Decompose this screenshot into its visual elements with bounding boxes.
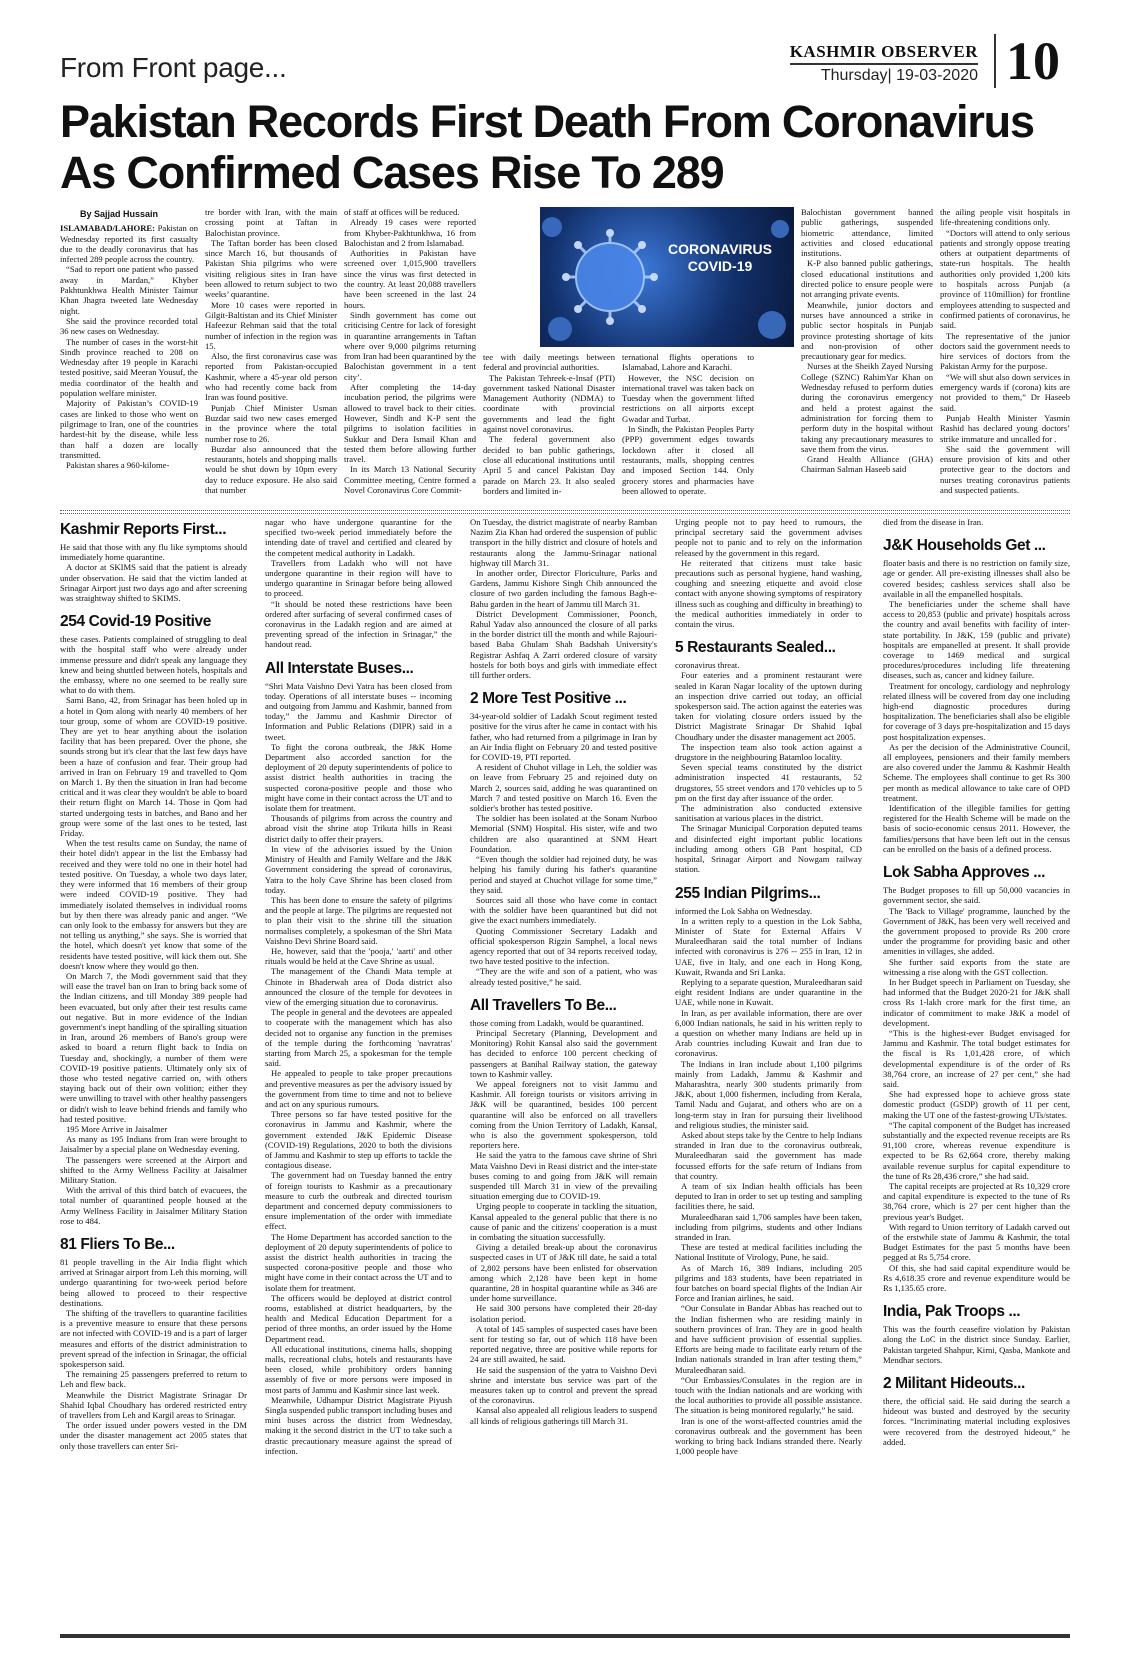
top-story-column-3 [344, 207, 476, 507]
story-paragraph: On Tuesday, the district magistrate of nearby Ramban Nazim Zia Khan had ordered the suspension of public transport in the hilly district and closure of hotels and restaurants along the Jammu-Srinagar national highway till March 31. [470, 517, 657, 568]
story-paragraph: He said that those with any flu like symptoms should immediately home quarantine. [60, 542, 247, 563]
story-paragraph: Majority of Pakistan’s COVID-19 cases are linked to those who went on pilgrimage to Iran, one of the countries hardest-hit by the disease, while less than half a dozen are locally transmitted. [60, 398, 198, 460]
jump-column-1 [60, 517, 247, 1629]
story-paragraph: 81 people travelling in the Air India flight which arrived at Srinagar airport from Leh this morning, will undergo quarantining for two-week period before being allowed to proceed to their respective destinations. [60, 1257, 247, 1308]
story-paragraph: 195 More Arrive in Jaisalmer [66, 1123, 168, 1134]
story-paragraph: A team of six Indian health officials has been deputed to Iran in order to set up testing and sampling facilities there, he said. [675, 1180, 862, 1212]
story-paragraph: Thousands of pilgrims from across the country and abroad visit the shrine atop Trikuta hills in Reasi district daily to offer their prayers. [265, 813, 452, 844]
story-paragraph: K-P also banned public gatherings, closed educational institutions and directed police to ensure people were not arranging private events. [801, 258, 933, 300]
story-paragraph: Grand Health Alliance (GHA) Chairman Salman Haseeb said [801, 454, 933, 475]
story-paragraph: He, however, said that the 'pooja,' 'aarti' and other rituals would be held at the Cave Shrine as usual. [265, 945, 452, 967]
story-kicker: All Travellers To Be... [470, 996, 617, 1014]
story-paragraph: “They are the wife and son of a patient, who was already tested positive,” he said. [470, 966, 657, 987]
top-story-column-2 [205, 207, 337, 507]
story-paragraph: District Development Commissioner, Poonch, Rahul Yadav also announced the closure of all parks in the border district till the month and while Rajouri-based Baba Ghulam Shah Badshah University's Registrar Ashfaq A Zarri ordered closure of varsity hostels for both boys and girls with immediate effect till further orders. [470, 608, 657, 681]
story-paragraph: This was the fourth ceasefire violation by Pakistan along the LoC in the district since Sunday. Earlier, Pakistan targeted Shahpur, Kirni, Qasba, Mankote and Mendhar sectors. [883, 1324, 1070, 1365]
story-paragraph: Giving a detailed break-up about the coronavirus suspected cases in UT of J&K till date, he said a total of 2,802 persons have been enlisted for observation among which 2,128 have been kept in home quarantine, 28 in hospital quarantine while as 346 are under home surveillance. [470, 1242, 657, 1304]
story-kicker: 2 Militant Hideouts... [883, 1375, 1025, 1393]
story-paragraph: As many as 195 Indians from Iran were brought to Jaisalmer by a special plane on Wednesday evening. [60, 1134, 247, 1155]
story-paragraph: Seven special teams constituted by the district administration inspected 41 restaurants, 52 drugstores, 55 street vendors and 170 vehicles up to 5 pm on the first day after issuance of the order. [675, 762, 862, 803]
story-paragraph: In its March 13 National Security Committee meeting, Centre formed a Novel Coronavirus Core Commit- [344, 464, 476, 496]
story-paragraph: those coming from Ladakh, would be quarantined. [470, 1017, 644, 1028]
story-paragraph: Pakistan shares a 960-kilome- [66, 460, 170, 471]
jump-stories [60, 517, 1070, 1629]
main-headline: Pakistan Records First Death From Coronavirus As Confirmed Cases Rise To 289 [60, 96, 1034, 198]
story-paragraph: The shifting of the travellers to quarantine facilities is a preventive measure to ensure that these persons are not infected with COVID-19 and is a part of larger measures and efforts of the district administration to prevent spread of the infection in Srinagar, the official spokesperson said. [60, 1308, 247, 1370]
story-paragraph: “Our Consulate in Bandar Abbas has reached out to the Indian fishermen who are residing mainly in southern provinces of Iran. They are in good health and have sufficient provision of essential supplies. Efforts are being made to facilitate early return of the Indian nationals stranded in Iran after testing them,” Muraleedharan said. [675, 1303, 862, 1375]
story-paragraph: ternational flights operations to Islamabad, Lahore and Karachi. [622, 352, 754, 373]
story-paragraph: The 'Back to Village' programme, launched by the Government of J&K, has been very well received and the government proposed to provide Rs 200 crore under the programme for providing basic and other amenities in villages, she added. [883, 905, 1070, 957]
story-paragraph: After completing the 14-day incubation period, the pilgrims were allowed to travel back to their cities. However, Sindh and K-P sent the pilgrims to isolation facilities in Sukkur and Dera Ismail Khan and tested them before allowing further travel. [344, 382, 476, 465]
story-kicker: Kashmir Reports First... [60, 521, 227, 538]
story-paragraph: When the test results came on Sunday, the name of their hotel didn't appear in the list the Embassy had received and they were told no one in their hotel had tested positive. On Tuesday, a whole two days later, they were informed that 16 members of their group were indeed COVID-19 positive. They had immediately isolated themselves in individual rooms but by then there was already panic and anger. “We can only look to the embassy for answers but they are not telling us anything,” she says. She is worried that the hotel, which doesn't yet know that some of the residents have tested positive, will kick them out. She doesn't know where they would go then. [60, 838, 247, 971]
story-paragraph: He said the suspension of the yatra to Vaishno Devi shrine and interstate bus service was part of the measures taken up to control and prevent the spread of the coronavirus. [470, 1364, 657, 1406]
story-paragraph: tre border with Iran, with the main crossing point at Taftan in Balochistan province. [205, 207, 337, 238]
story-paragraph: In Sindh, the Pakistan Peoples Party (PPP) government edges towards lockdown after it closed all restaurants, malls, shopping centres and imposed Section 144. Only grocery stores and pharmacies have been allowed to operate. [622, 424, 754, 496]
top-story-column-1 [60, 207, 198, 507]
story-paragraph: She had expressed hope to achieve gross state domestic product (GSDP) growth of 11 per cent, making the UT one of the fastest-growing UTs/states. [883, 1089, 1070, 1120]
story-paragraph: The remaining 25 passengers preferred to return to Leh and flew back. [60, 1369, 247, 1390]
story-paragraph: Authorities in Pakistan have screened over 1,015,900 travellers since the virus was first detected in the country. At least 20,088 travellers have been screened in the last 24 hours. [344, 248, 476, 310]
story-paragraph: Quoting Commissioner Secretary Ladakh and official spokesperson Rigzin Samphel, a local news agency reported that out of 34 reports received today, two have tested positive to the infection. [470, 925, 657, 967]
story-paragraph: Three persons so far have tested positive for the coronavirus in Jammu and Kashmir, where the government extended J&K Epidemic Disease (COVID-19) Regulations, 2020 to both the divisions of Jammu and Kashmir to step up efforts to tackle the contagious disease. [265, 1109, 452, 1171]
story-paragraph: Urging people not to pay heed to rumours, the principal secretary said the government advises people not to panic and to rely on the information released by the government in this regard. [675, 517, 862, 558]
top-story-column-6 [801, 207, 933, 507]
story-paragraph: “The capital component of the Budget has increased substantially and the expected revenue receipts are Rs 91,100 crore, whereas revenue expenditure is expected to be Rs 62,664 crore, thereby making available revenue surplus for capital expenditure to the tune of Rs 28,436 crore,” she had said. [883, 1119, 1070, 1181]
top-story-column-5 [622, 352, 754, 507]
story-paragraph: Iran is one of the worst-affected countries amid the coronavirus outbreak and the government has been working to bring back Indians stranded there. Nearly 1,000 people have [675, 1415, 862, 1457]
story-paragraph: In another order, Director Floriculture, Parks and Gardens, Jammu Kishore Singh Chib announced the closure of two garden including the famous Bagh-e-Bahu garden in the heart of Jammu till March 31. [470, 568, 657, 609]
story-paragraph: Nurses at the Sheikh Zayed Nursing College (SZNC) RahimYar Khan on Wednesday refused to perform duties during the coronavirus emergency and held a protest against the administration for forcing them to perform duty in the hospital without taking any precautionary measures to save them from the virus. [801, 361, 933, 454]
story-paragraph: Balochistan government banned public gatherings, suspended biometric attendance, limited activities and closed educational institutions. [801, 207, 933, 259]
section-label: From Front page... [60, 52, 287, 83]
story-paragraph: The Home Department has accorded sanction to the deployment of 20 deputy superintendents of police to assist the district health authorities in tracing the suspected corona-positive people and those who might have come in their contact across the UT and to isolate them for treatment. [265, 1231, 452, 1293]
story-paragraph: Muraleedharan said 1,706 samples have been taken, including from pilgrims, students and other Indians stranded in Iran. [675, 1211, 862, 1242]
story-kicker: All Interstate Buses... [265, 659, 414, 677]
story-paragraph: The representative of the junior doctors said the government needs to hire services of doctors from the Pakistan Army for the purpose. [940, 330, 1070, 372]
coronavirus-illustration [540, 207, 794, 347]
story-paragraph: Kansal also appealed all religious leaders to suspend all kinds of religious gatherings till March 31. [470, 1405, 657, 1426]
jump-column-2 [265, 517, 452, 1629]
story-paragraph: the ailing people visit hospitals in life-threatening conditions only. [940, 207, 1070, 228]
masthead [790, 42, 978, 85]
story-paragraph: More 10 cases were reported in Gilgit-Baltistan and its Chief Minister Hafeezur Rehman said that the total number of infection in the region was 15. [205, 299, 337, 351]
story-kicker: 255 Indian Pilgrims... [675, 884, 821, 902]
newspaper-name: KASHMIR OBSERVER [790, 42, 978, 65]
story-paragraph: With regard to Union territory of Ladakh carved out of the erstwhile state of Jammu & Kashmir, the total Budget Estimates for the past 5 months have been pegged at Rs 5,754 crore. [883, 1221, 1070, 1263]
story-paragraph: The government had on Tuesday banned the entry of foreign tourists to Kashmir as a precautionary measure to curb the outbreak and directed tourism department and concerned deputy commissioners to ensure implementation of the order with immediate effect. [265, 1170, 452, 1232]
story-paragraph: ISLAMABAD/LAHORE: Pakistan on Wednesday reported its first casualty due to the deadly coronavirus that has infected 289 people across the country. [60, 223, 198, 265]
byline: By Sajjad Hussain [80, 209, 159, 219]
story-paragraph: He said the yatra to the famous cave shrine of Shri Mata Vaishno Devi in Reasi district and the inter-state buses coming to and going from J&K will remain suspended till March 31 in view of the prevailing situation emerging due to COVID-19. [470, 1150, 657, 1202]
story-paragraph: In view of the advisories issued by the Union Ministry of Health and Family Welfare and the J&K Government considering the spread of coronavirus, Yatra to the holy Cave Shrine has been closed from today. [265, 843, 452, 895]
jump-column-5 [883, 517, 1070, 1629]
top-story-column-4 [483, 352, 615, 507]
story-paragraph: All educational institutions, cinema halls, shopping malls, recreational clubs, hotels and restaurants have been closed, while prohibitory orders banning assembly of five or more persons were imposed in most parts of Jammu and Kashmir since last week. [265, 1343, 452, 1395]
jump-column-4 [675, 517, 862, 1629]
page-header [60, 31, 1060, 92]
story-kicker: 254 Covid-19 Positive [60, 613, 211, 631]
story-paragraph: As per the decision of the Administrative Council, all employees, pensioners and their family members are also covered under the Jammu & Kashmir Health Scheme. The employees shall continue to get Rs 300 per month as medical allowance to take care of OPD treatment. [883, 741, 1070, 803]
story-paragraph: “Shri Mata Vaishno Devi Yatra has been closed from today. Operations of all interstate buses -- incoming and outgoing from Jammu and Kashmir, banned from today,” the Jammu and Kashmir Director of Information and Public Relations (DIPR) said in a tweet. [265, 680, 452, 742]
story-paragraph: Replying to a separate question, Muraleedharan said eight resident Indians are under quarantine in the UAE, while none in Kuwait. [675, 976, 862, 1008]
story-paragraph: Meanwhile the District Magistrate Srinagar Dr Shahid Iqbal Choudhary has ordered restricted entry of travellers from Leh and Kargil areas to Srinagar. [60, 1389, 247, 1421]
story-paragraph: tee with daily meetings between federal and provincial authorities. [483, 352, 615, 373]
story-paragraph: Sami Bano, 42, from Srinagar has been holed up in a hotel in Qom along with nearly 40 members of her tour group, some of whom are COVID-19 positive. They are yet to hear anything about the isolation facility that has been prepared. Over the phone, she sounds strong but it's clear that the last few days have been a haze of confusion and fear. Their group had arrived in Iran on February 19 and travelled to Qom on March 1. By then the situation in Iran had become critical and it was clear they wouldn't be able to board their return flight on March 14. Those in Qom had started undergoing tests in batches, and Bano and her group were some of the last ones to be tested, last Friday. [60, 695, 247, 839]
story-paragraph: Asked about steps take by the Centre to help Indians stranded in Iran due to the coronavirus outbreak, Muraleedharan said the government has made focussed efforts for the safe return of Indians from that country. [675, 1129, 862, 1181]
story-paragraph: these cases. Patients complained of struggling to deal with the hospital staff who were already under immense pressure and didn't speak any language they knew and being shuttled between hotels, hospitals and the embassy, where no one seemed to be really sure what to do with them. [60, 634, 247, 696]
story-paragraph: The order issued under powers vested in the DM under the disaster management act 2005 states that only those travellers can enter Sri- [60, 1420, 247, 1451]
story-paragraph: The Srinagar Municipal Corporation deputed teams and disinfected eight important public locations including among others GB Pant hospital, CD hospital, Srinagar Airport and Nowgam railway station. [675, 823, 862, 875]
dateline: ISLAMABAD/LAHORE: [60, 223, 156, 234]
story-paragraph: “Even though the soldier had rejoined duty, he was helping his family during his father's quarantine period and stayed at Chuchot village for some time,” they said. [470, 854, 657, 895]
story-paragraph: The people in general and the devotees are appealed to cooperate with the management which has also decided not to organise any function in the premises of the temple during the forthcoming 'navratras' starting from March 25, a spokesman for the temple said. [265, 1007, 452, 1069]
story-paragraph: of staff at offices will be reduced. [344, 207, 460, 217]
story-paragraph: Meanwhile, junior doctors and nurses have announced a strike in public sector hospitals in Punjab province protesting shortage of kits and non-provision of other precautionary gear for medics. [801, 299, 933, 362]
story-kicker: J&K Households Get ... [883, 537, 1046, 555]
story-paragraph: Of this, she had said capital expenditure would be Rs 4,618.35 crore and revenue expenditure would be Rs 1,135.65 crore. [883, 1262, 1070, 1294]
story-paragraph: The number of cases in the worst-hit Sindh province reached to 208 on Wednesday after 19 people in Karachi tested positive, said Meeran Yousuf, the media coordinator of the health and population welfare minister. [60, 336, 198, 399]
story-paragraph: floater basis and there is no restriction on family size, age or gender. All pre-existing illnesses shall also be covered besides; cashless services shall also be available in all the empanelled hospitals. [883, 558, 1070, 599]
story-paragraph: The inspection team also took action against a drugstore in the neighbouring Batamloo locality. [675, 741, 862, 763]
story-paragraph: On March 7, the Modi government said that they will ease the travel ban on Iran to bring back some of the Indian citizens, and till Monday 389 people had been evacuated, but only after their test results came out negative. But in more evidence of the Indian government's inept handling of the spiralling situation in Iran, around 26 members of Bano's group were asked to board a return flight back to India on Tuesday and, shockingly, a number of them were COVID-19 positive patients. Ultimately only six of those who tested negative carried on, with others staying back out of their own volition; either they were unwilling to travel with other healthy passengers or didn't wish to leave behind friends and family who had tested positive. [60, 970, 247, 1124]
story-paragraph: died from the disease in Iran. [883, 517, 984, 527]
story-kicker: 5 Restaurants Sealed... [675, 639, 836, 657]
story-paragraph: A doctor at SKIMS said that the patient is already under observation. He said that the victim landed at Srinagar Airport just two days ago and after screening was straightway shifted to SKIMS. [60, 562, 247, 604]
story-paragraph: Also, the first coronavirus case was reported from Pakistan-occupied Kashmir, where a 45-year old person who had recently come back from Iran was found positive. [205, 351, 337, 403]
story-paragraph: This has been done to ensure the safety of pilgrims and the people at large. The pilgrims are requested not to plan their visit to the shrine till the situation normalises completely, a spokesman of the Shri Mata Vaishno Devi Shrine Board said. [265, 894, 452, 946]
story-paragraph: A total of 145 samples of suspected cases have been sent for testing so far, out of which 118 have been reported negative, three are positive while reports for 24 are still awaited, he said. [470, 1323, 657, 1365]
story-paragraph: The capital receipts are projected at Rs 10,329 crore and capital expenditure is expected to the tune of Rs 38,764 crore, which is 27 per cent higher than the previous year's Budget. [883, 1180, 1070, 1222]
story-paragraph: She said the government will ensure provision of kits and other protective gear to the doctors and nurses treating coronavirus patients and suspected patients. [940, 443, 1070, 496]
story-paragraph: The beneficiaries under the scheme shall have access to 20,853 (public and private) hospitals across the country and avail benefits with facility of inter-state portability. In J&K, 159 (public and private) hospitals are empanelled at present. It shall provide coverage to 1469 medical and surgical procedures/procedures including life threatening diseases, such as, cancer and kidney failure. [883, 599, 1070, 681]
story-paragraph: In Iran, as per available information, there are over 6,000 Indian nationals, he said in his written reply to a question on whether many Indians are held up in Arab countries including Kuwait and Iran due to coronavirus. [675, 1007, 862, 1059]
story-paragraph: The administration also conducted extensive sanitisation at various places in the district. [675, 803, 862, 824]
story-paragraph: These are tested at medical facilities including the National Institute of Virology, Pune, he said. [675, 1242, 862, 1263]
story-paragraph: “It should be noted these restrictions have been ordered after surfacing of several confirmed cases of coronavirus in the Ladakh region and are aimed at preventing spread of the infection in Srinagar,” the handout read. [265, 598, 452, 650]
story-paragraph: “Our Embassies/Consulates in the region are in touch with the Indian nationals and are working with the local authorities to provide all possible assistance. The situation is being monitored regularly,” he said. [675, 1374, 862, 1416]
story-paragraph: Already 19 cases were reported from Khyber-Pakhtunkhwa, 16 from Balochistan and 2 from Islamabad. [344, 217, 476, 248]
story-paragraph: The management of the Chandi Mata temple at Chinote in Bhaderwah area of Doda district also announced the closure of the temple for devotees in view of the emerging situation due to coronavirus. [265, 966, 452, 1007]
story-paragraph: He said 300 persons have completed their 28-day isolation period. [470, 1303, 657, 1324]
story-paragraph: We appeal foreigners not to visit Jammu and Kashmir. All foreign tourists or visitors arriving in J&K will be quarantined, besides 100 percent quarantine will also be enforced on all travellers coming from the Union Territory of Ladakh, Kansal, who is also the government spokesperson, told reporters here. [470, 1078, 657, 1151]
story-paragraph: The Indians in Iran include about 1,100 pilgrims mainly from Ladakh, Jammu & Kashmir and Maharashtra, nearly 300 students primarily from J&K, about 1,000 fishermen, including from Kerala, Tamil Nadu and Gujarat, and others who are on a long-term stay in Iran for pursuing their livelihood and religious studies, the minister said. [675, 1058, 862, 1130]
story-paragraph: informed the Lok Sabha on Wednesday. [675, 905, 813, 916]
story-paragraph: He reiterated that citizens must take basic precautions such as personal hygiene, hand washing, coughing and sneezing etiquette and avoid close contact with anyone showing symptoms of respiratory illness such as coughing and difficulty in breathing) to the medical authorities immediately in order to contain the virus. [675, 557, 862, 630]
story-paragraph: nagar who have undergone quarantine for the specified two-week period immediately before the intending date of travel and certified and cleared by the competent medical authority in Ladakh. [265, 517, 452, 558]
story-paragraph: Travellers from Ladakh who will not have undergone quarantine in their region will have to undergo quarantine in Srinagar before being allowed to proceed. [265, 557, 452, 599]
story-kicker: 2 More Test Positive ... [470, 690, 627, 708]
story-paragraph: Sources said all those who have come in contact with the soldier have been quarantined but did not give the exact numbers immediately. [470, 894, 657, 926]
story-paragraph: Identification of the illegible families for getting registered for the Health Scheme will be made on the basis of socio-economic census 2011. However, the families/persons that have been left out in the census can be enrolled on the basis of a defined process. [883, 803, 1070, 854]
jump-column-3 [470, 517, 657, 1629]
virus-particles-graphic [540, 207, 794, 347]
story-paragraph: Punjab Health Minister Yasmin Rashid has declared young doctors’ strike immature and uncalled for . [940, 412, 1070, 444]
page-number: 10 [994, 34, 1060, 88]
story-paragraph: “Sad to report one patient who passed away in Mardan,” Khyber Pakhtunkhwa Health Minister Taimur Khan Jhagra tweeted late Wednesday night. [60, 264, 198, 316]
story-paragraph: The passengers were screened at the Airport and shifted to the Army Wellness Facility at Jaisalmer Military Station. [60, 1154, 247, 1185]
top-story-column-7 [940, 207, 1070, 507]
story-paragraph: He appealed to people to take proper precautions and preventive measures as per the advisory issued by the government from time to time and not to believe and act on any spurious rumours. [265, 1068, 452, 1109]
story-paragraph: coronavirus threat. [675, 660, 740, 671]
story-paragraph: “Doctors will attend to only serious patients and strongly oppose treating others at outpatient departments of state-run hospitals. The health authorities only provided 1,200 kits to hospitals across Punjab (a province of 110million) for frontline employees attending to suspected and confirmed patients of coronavirus, he said. [940, 227, 1070, 331]
story-paragraph: To fight the corona outbreak, the J&K Home Department also accorded sanction for the deployment of 20 deputy superintendents of police to assist district health authorities in tracing the suspected corona-positive people and those who might have come in their contact across the UT and to isolate them for treatment. [265, 741, 452, 814]
story-paragraph: She further said exports from the state are witnessing a rise along with the GST collection. [883, 956, 1070, 977]
story-paragraph: In her Budget speech in Parliament on Tuesday, she had informed that the Budget 2020-21 for J&K shall cross Rs 1-lakh crore mark for the first time, an indicator of commitment to make J&K a model of development. [883, 976, 1070, 1028]
story-paragraph: Sindh government has come out criticising Centre for lack of foresight in quarantine arrangements in Taftan where over 9,000 pilgrims returning from Iran had been quarantined by the Balochistan government in a tent city’. [344, 309, 476, 382]
story-paragraph: Principal Secretary (Planning, Development and Monitoring) Rohit Kansal also said the government has decided to enforce 100 percent checking of passengers at Banihal Railway station, the gateway town to Kashmir valley. [470, 1027, 657, 1079]
story-paragraph: Treatment for oncology, cardiology and nephrology related illness will be covered from day one including high-end diagnostic procedures during hospitalization. The beneficiaries shall also be eligible for coverage of 3 days pre-hospitalization and 15 days post hospitalization expenses. [883, 680, 1070, 742]
story-paragraph: Punjab Chief Minister Usman Buzdar said two new cases emerged in the province where the total number rose to 26. [205, 402, 337, 444]
story-paragraph: “We will shut also down services in emergency wards if (corona) kits are not provided to them,” Dr Haseeb said. [940, 371, 1070, 413]
story-kicker: 81 Fliers To Be... [60, 1236, 175, 1253]
story-paragraph: The officers would be deployed at district control rooms, established at district headquarters, by the health and Medical Education Department for a period of three months, an order issued by the Home Department read. [265, 1292, 452, 1344]
story-paragraph: there, the official said. He said during the search a hideout was busted and destroyed by the security forces. “Incriminating material including explosives were recovered from the destroyed hideout,” he added. [883, 1396, 1070, 1447]
story-paragraph: A resident of Chuhot village in Leh, the soldier was on leave from February 25 and rejoined duty on March 2, sources said, adding he was quarantined on March 7 and tested positive on March 16. Even the soldier's brother has tested positive. [470, 762, 657, 814]
story-paragraph: 34-year-old soldier of Ladakh Scout regiment tested positive for the virus after he came in contact with his father, who had returned from a pilgrimage in Iran by an Air India flight on February 20 and tested positive for COVID-19, PTI reported. [470, 711, 657, 763]
story-paragraph: Four eateries and a prominent restaurant were sealed in Karan Nagar locality of the uptown during an inspection drive carried out today, an official spokesperson said. The action against the eateries was taken for violating closure orders issued by the District Magistrate Srinagar Dr Shahid Iqbal Choudhary under the disaster management act 2005. [675, 670, 862, 742]
story-paragraph: However, the NSC decision on international travel was taken back on Tuesday when the government lifted restrictions on all airports except Gwadar and Turbat. [622, 372, 754, 424]
story-kicker: India, Pak Troops ... [883, 1303, 1021, 1321]
story-paragraph: Urging people to cooperate in tackling the situation, Kansal appealed to the general public that there is no cause of panic and the citizens' cooperation is a must in combating the situation successfully. [470, 1201, 657, 1242]
issue-date: Thursday| 19-03-2020 [820, 67, 978, 84]
story-kicker: Lok Sabha Approves ... [883, 864, 1046, 882]
story-paragraph: The soldier has been isolated at the Sonam Nurboo Memorial (SNM) Hospital. His sister, wife and two children are also quarantined at SNM Heart Foundation. [470, 813, 657, 854]
story-paragraph: The Taftan border has been closed since March 16, but thousands of Pakistan Shia pilgrims who were visiting religious sites in Iran have been allowed to return subject to two weeks’ quarantine. [205, 237, 337, 300]
story-paragraph: She said the province recorded total 36 new cases on Wednesday. [60, 315, 198, 337]
story-paragraph: Meanwhile, Udhampur District Magistrate Piyush Singla suspended public transport including buses and mini buses across the district from Wednesday, making it the second district in the UT to take such a drastic precautionary measure against the spread of infection. [265, 1394, 452, 1456]
story-paragraph: In a written reply to a question in the Lok Sabha, Minister of State for External Affairs V Muraleedharan said the total number of Indians infected with coronavirus is 276 -- 255 in Iran, 12 in UAE, five in Italy, and one each in Hong Kong, Kuwait, Rwanda and Sri Lanka. [675, 915, 862, 977]
footer-rule [60, 1634, 1070, 1644]
story-paragraph: As of March 16, 389 Indians, including 205 pilgrims and 183 students, have been repatriated in four batches on board special flights of the Indian Air Force and Iranian airlines, he said. [675, 1262, 862, 1304]
story-paragraph: “This is the highest-ever Budget envisaged for Jammu and Kashmir. The total budget estimates for the fiscal is Rs 1,01,428 crore, of which developmental expenditure is of the order of Rs 38,764 crore, an increase of 27 per cent,” she had said. [883, 1027, 1070, 1089]
story-paragraph: The Budget proposes to fill up 50,000 vacancies in government sector, she said. [883, 885, 1070, 906]
story-paragraph: With the arrival of this third batch of evacuees, the total number of quarantined people housed at the Army Wellness Facility in Jaisalmer Military Station rose to 484. [60, 1185, 247, 1226]
story-paragraph: Buzdar also announced that the restaurants, hotels and shopping malls would be shut down by 10pm every day to reduce exposure. He also said that number [205, 443, 337, 496]
section-divider [60, 510, 1070, 514]
story-paragraph: The federal government also decided to ban public gatherings, close all educational institutions until April 5 and cancel Pakistan Day parade on March 23. It also sealed borders and limited in- [483, 434, 615, 496]
image-caption-title: CORONAVIRUS COVID-19 [668, 241, 772, 274]
story-paragraph: The Pakistan Tehreek-e-Insaf (PTI) government tasked National Disaster Management Authority (NDMA) to coordinate with provincial governments and lead the fight against novel coronavirus. [483, 372, 615, 435]
